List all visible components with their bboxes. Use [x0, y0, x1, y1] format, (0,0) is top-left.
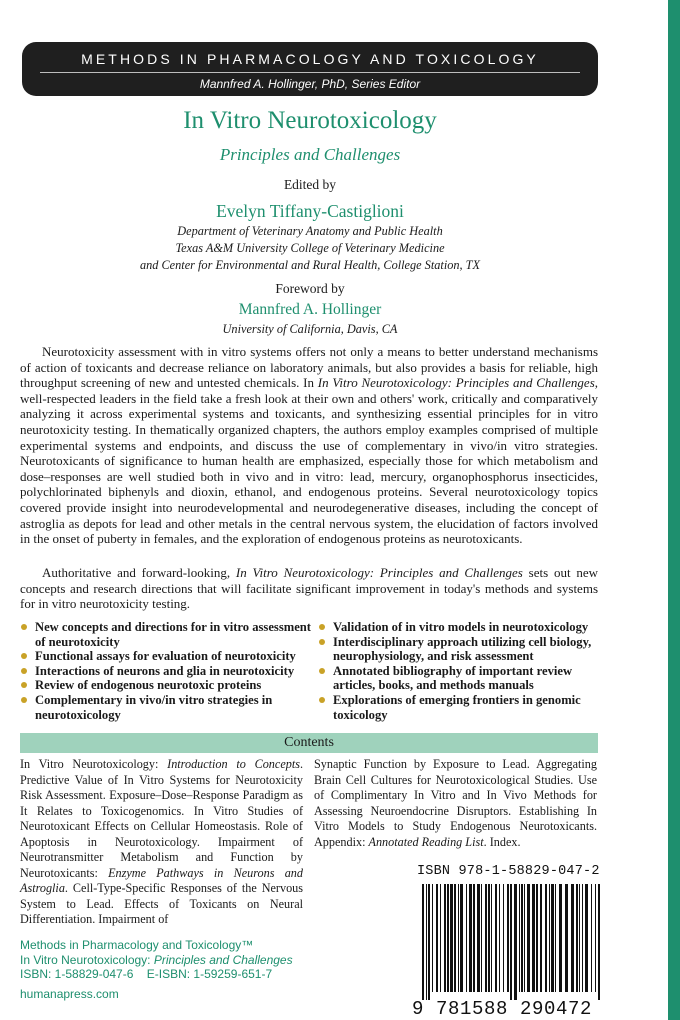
barcode-bar [454, 884, 456, 992]
barcode-bar [426, 884, 427, 1000]
feature-item [20, 649, 312, 664]
barcode-bar [595, 884, 596, 992]
description-title-italic: In Vitro Neurotoxicology: Principles and Challenges [317, 375, 595, 391]
feature-item [318, 635, 603, 664]
barcode-bar [532, 884, 535, 992]
barcode-bar [458, 884, 459, 992]
feature-text: Annotated bibliography of important review articles, books, and methods manuals [333, 663, 573, 693]
barcode-bar [460, 884, 463, 992]
footer-title-italic: Principles and Challenges [153, 952, 293, 967]
series-divider [40, 72, 580, 73]
barcode-bar [436, 884, 438, 992]
series-banner [22, 42, 598, 96]
feature-item [20, 693, 312, 722]
feature-text: Complementary in vivo/in vitro strategies in neurotoxicology [35, 692, 273, 722]
bullet-icon [21, 682, 27, 688]
barcode-bar [444, 884, 446, 992]
description-text: Authoritative and forward-looking, [42, 565, 236, 580]
bullet-icon [21, 624, 27, 630]
barcode-bar [540, 884, 542, 992]
barcode-bar [447, 884, 449, 992]
barcode-bar [585, 884, 588, 992]
feature-text: Validation of in vitro models in neurotoxicology [333, 620, 589, 634]
series-editor: Mannfred A. Hollinger, PhD, Series Editor [199, 77, 421, 91]
footer-isbn: ISBN: 1-58829-047-6 E-ISBN: 1-59259-651-7 [20, 967, 273, 982]
foreword-label: Foreword by [275, 281, 345, 296]
book-title: In Vitro Neurotoxicology [183, 107, 437, 134]
barcode-bar [565, 884, 568, 992]
footer-title-text: In Vitro Neurotoxicology: [20, 952, 154, 967]
contents-text: . Predictive Value of In Vitro Systems for Neurotoxicity Risk Assessment. Exposure–Dose–Response Paradigm as It Relates to Toxicogenomics. In Vitro Studies of Neurotoxicant Effects on Cellular Homeostasis. Role of Apoptosis in Neurotoxicology. Impairment of Neurotransmitter Metabolism and Function by Neurotoxicants: [20, 757, 303, 880]
feature-text: Functional assays for evaluation of neurotoxicity [35, 649, 296, 664]
barcode-bar [466, 884, 467, 992]
bullet-icon [319, 697, 325, 703]
feature-item [20, 620, 312, 649]
footer-imprint [20, 938, 293, 1001]
contents-italic: Introduction to Concepts [167, 757, 300, 771]
barcode-bar [473, 884, 475, 992]
foreword-author: Mannfred A. Hollinger [238, 301, 382, 318]
bullet-icon [21, 653, 27, 659]
barcode-bar [510, 884, 512, 1000]
description-paragraph [20, 344, 598, 547]
barcode-bar [503, 884, 504, 992]
book-subtitle: Principles and Challenges [219, 145, 401, 164]
feature-text: Interactions of neurons and glia in neurotoxicity [35, 663, 295, 678]
contents-text: . Index. [483, 834, 521, 849]
barcode-bar [521, 884, 523, 992]
contents-italic: Enzyme Pathways in Neurons and Astroglia [20, 865, 303, 896]
barcode-bar [488, 884, 490, 992]
edited-by-label: Edited by [283, 177, 337, 192]
feature-item [318, 620, 603, 635]
feature-item [318, 664, 603, 693]
barcode-bar [440, 884, 441, 992]
spine-edge [668, 0, 680, 1020]
feature-text: Interdisciplinary approach utilizing cell biology, neurophysiology, and risk assessment [333, 634, 592, 664]
bullet-icon [319, 639, 325, 645]
barcode-bar [576, 884, 578, 992]
description-paragraph [20, 565, 598, 612]
editor-name: Evelyn Tiffany-Castiglioni [216, 201, 404, 221]
foreword-affiliation: University of California, Davis, CA [222, 322, 398, 336]
barcode-bar [469, 884, 472, 992]
feature-text: Explorations of emerging frontiers in genomic toxicology [333, 692, 581, 722]
barcode-bar [591, 884, 592, 992]
barcode-bar [527, 884, 530, 992]
bullet-icon [319, 624, 325, 630]
editor-affiliation-line: and Center for Environmental and Rural Health, College Station, TX [139, 258, 481, 272]
footer-series: Methods in Pharmacology and Toxicology™ [20, 938, 254, 952]
feature-text: New concepts and directions for in vitro assessment of neurotoxicity [35, 620, 312, 649]
contents-italic: Annotated Reading List [368, 834, 484, 849]
barcode-icon [420, 884, 605, 1000]
contents-text: In Vitro Neurotoxicology: [20, 757, 168, 771]
barcode-bar [428, 884, 430, 1000]
feature-text: Review of endogenous neurotoxic proteins [35, 678, 262, 693]
barcode-digits: 9 781588 290472 [412, 998, 593, 1020]
footer-title [20, 953, 293, 968]
contents-text: . Cell-Type-Specific Responses of the Nervous System to Lead. Effects of Toxicants on Neural Differentiation. Impairment of [20, 881, 303, 927]
barcode-bar [450, 884, 453, 992]
bullet-icon [21, 668, 27, 674]
bullet-icon [319, 668, 325, 674]
description-text: sets out new concepts and research directions that will facilitate significant improvement in today's methods and systems for in vitro neurotoxicity testing. [20, 565, 599, 612]
feature-item [20, 664, 312, 679]
editor-affiliation-line: Texas A&M University College of Veterinary Medicine [175, 241, 445, 255]
contents-column-left [20, 757, 303, 928]
barcode-bar [549, 884, 550, 992]
feature-item [20, 678, 312, 693]
barcode-bar [524, 884, 525, 992]
barcode-bar [485, 884, 487, 992]
bullet-icon [21, 697, 27, 703]
barcode-bar [481, 884, 482, 992]
barcode-bar [495, 884, 497, 992]
feature-list-right [318, 620, 603, 722]
barcode-bar [582, 884, 583, 992]
description-text: Neurotoxicity assessment with in vitro systems offers not only a means to better understand mechanisms of action of toxicants and decrease reliance on laboratory animals, but also provides a basis for reliable, high throughput screening of new and untested chemicals. In [20, 344, 598, 391]
contents-text: Synaptic Function by Exposure to Lead. Aggregating Brain Cell Cultures for Neurotoxicological Studies. Use of Complimentary In Vitro and In Vivo Methods for Assessing Neuroendocrine Disruptors. Establishing In Vitro Models to Study Endogenous Neurotoxicants. Appendix: [314, 757, 597, 849]
barcode-bar [432, 884, 433, 992]
barcode-bar [579, 884, 580, 992]
barcode-bar [477, 884, 480, 992]
barcode-bar [491, 884, 492, 992]
barcode-bar [519, 884, 520, 992]
description-text: , well-respected leaders in the field take a fresh look at their own and others' work, critically and comparatively analyzing it across experimental systems and toxicants, and synthesizing essential principles for in vitro neurotoxicity testing. In thematically organized chapters, the authors employ examples comprised of multiple experimental systems and endpoints, and discuss the use of complementary in vivo/in vitro strategies. Neurotoxicants of significance to human health are emphasized, especially those for which metabolism and dose–responses are well studied both in vivo and in vitro: lead, mercury, organophosphorus insecticides, polychlorinated biphenyls and dioxin, ethanol, and endogenous proteins. Several neurotoxicology topics covered provide insight into neurodevelopmental and neurodegenerative diseases, including the concept of astroglia as depots for lead and other metals in the central nervous system, the elucidation of factors involved in the onset of puberty in females, and the exploration of endogenous proteins as neurotoxicants. [20, 375, 599, 547]
barcode-bar [514, 884, 517, 1000]
barcode-bar [422, 884, 424, 1000]
contents-column-right [314, 757, 597, 850]
footer-website[interactable]: humanapress.com [20, 986, 119, 1001]
isbn-label: ISBN 978-1-58829-047-2 [417, 864, 600, 879]
series-title: METHODS IN PHARMACOLOGY AND TOXICOLOGY [81, 51, 539, 67]
editor-affiliation-line: Department of Veterinary Anatomy and Public Health [177, 224, 443, 238]
barcode-bar [545, 884, 547, 992]
barcode-bar [598, 884, 600, 1000]
contents-heading: Contents [20, 733, 598, 753]
feature-list-left [20, 620, 312, 722]
description-title-italic: In Vitro Neurotoxicology: Principles and Challenges [235, 565, 523, 580]
barcode-bar [559, 884, 562, 992]
barcode-bar [551, 884, 554, 992]
barcode-bar [536, 884, 538, 992]
feature-item [318, 693, 603, 722]
barcode-bar [555, 884, 556, 992]
barcode-bar [571, 884, 574, 992]
barcode-bar [499, 884, 500, 992]
barcode-bar [507, 884, 509, 992]
